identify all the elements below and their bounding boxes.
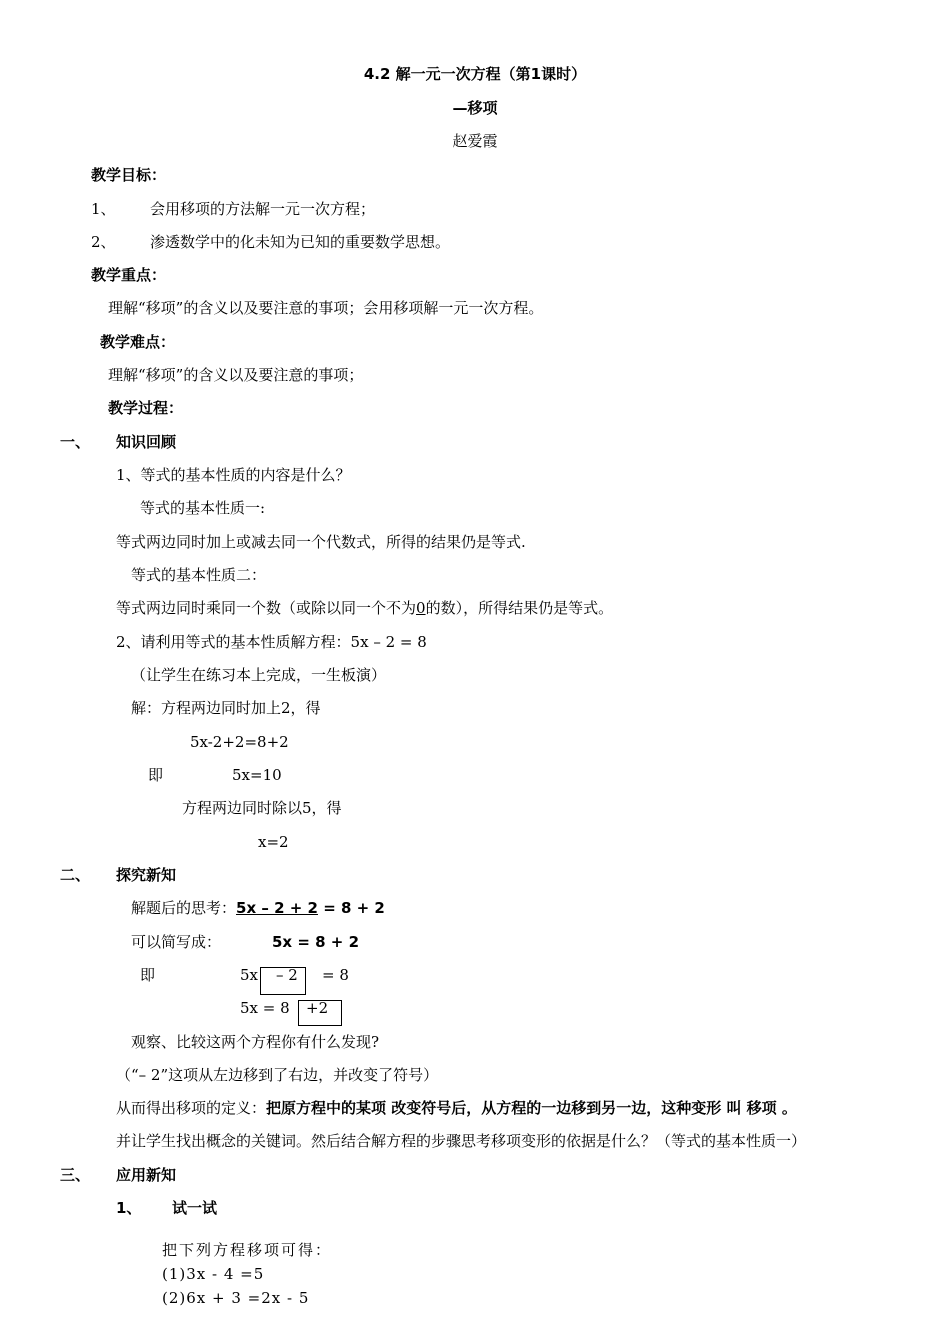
section-3-num: 三、 [60, 1166, 91, 1184]
property-1-text: 等式两边同时加上或减去同一个代数式，所得的结果仍是等式. [116, 533, 526, 551]
difficulties-text: 理解“移项”的含义以及要注意的事项； [108, 366, 364, 384]
property-2-text-a: 等式两边同时乘同一个数（或除以同一个不为 [116, 599, 417, 617]
equation-a-right: = 8 [322, 966, 349, 984]
goal-2-num: 2、 [91, 233, 116, 251]
equation-a-left: 5x [240, 966, 259, 984]
exercise-2: (2)6x + 3 =2x - 5 [162, 1289, 310, 1307]
finding-line: （“– 2”这项从左边移到了右边，并改变了符号） [116, 1066, 439, 1084]
property-1-label: 等式的基本性质一: [140, 499, 266, 517]
ji-label-1: 即 [148, 766, 164, 784]
equation-3: x=2 [258, 833, 289, 851]
exercise-intro: 把下列方程移项可得： [162, 1241, 333, 1259]
key-points-heading: 教学重点： [91, 266, 167, 284]
exercise-1: (1)3x - 4 =5 [162, 1265, 265, 1283]
equation-2: 5x=10 [232, 766, 282, 784]
author: 赵爱霞 [452, 132, 498, 150]
question-2: 2、请利用等式的基本性质解方程：5x – 2 = 8 [116, 633, 427, 651]
goal-1-text: 会用移项的方法解一元一次方程； [150, 200, 376, 218]
think-label: 解题后的思考： [131, 899, 237, 917]
ji-label-2: 即 [140, 966, 156, 984]
equation-1: 5x-2+2=8+2 [190, 733, 289, 751]
goal-1-num: 1、 [91, 200, 116, 218]
goals-heading: 教学目标： [91, 166, 167, 184]
solution-line: 解：方程两边同时加上2，得 [131, 699, 321, 717]
observe-line: 观察、比较这两个方程你有什么发现? [131, 1033, 380, 1051]
process-heading: 教学过程： [108, 399, 184, 417]
think-line [131, 898, 385, 918]
section-2-num: 二、 [60, 866, 91, 884]
definition-prefix: 从而得出移项的定义： [116, 1099, 267, 1117]
difficulties-heading: 教学难点： [100, 333, 176, 351]
think-equation-underlined: 5x – 2 + 2 [236, 899, 318, 917]
equation-a-boxed-term: – 2 [276, 966, 298, 984]
property-2-text-b: 的数），所得结果仍是等式。 [425, 599, 614, 617]
section-3-title: 应用新知 [116, 1166, 177, 1184]
simplify-label: 可以简写成： [131, 933, 222, 951]
practice-note: （让学生在练习本上完成，一生板演） [131, 666, 387, 684]
section-2-title: 探究新知 [116, 866, 177, 884]
key-points-text: 理解“移项”的含义以及要注意的事项；会用移项解一元一次方程。 [108, 299, 544, 317]
section-1-title: 知识回顾 [116, 433, 177, 451]
property-2-text [116, 598, 613, 618]
equation-b-left: 5x = 8 [240, 999, 290, 1017]
think-equation-rest: = 8 + 2 [317, 899, 385, 917]
document-title: 4.2 解一元一次方程（第1课时） [363, 65, 587, 83]
property-2-zero: 0 [416, 599, 426, 617]
question-1: 1、等式的基本性质的内容是什么？ [116, 466, 351, 484]
section-1-num: 一、 [60, 433, 91, 451]
equation-b-boxed-term: +2 [306, 999, 329, 1017]
keywords-line: 并让学生找出概念的关键词。然后结合解方程的步骤思考移项变形的依据是什么？（等式的基本性质一） [116, 1132, 807, 1150]
document-subtitle: —移项 [452, 99, 498, 117]
definition-text: 把原方程中的某项 改变符号后，从方程的一边移到另一边，这种变形 叫 移项 。 [266, 1099, 797, 1117]
divide-line: 方程两边同时除以5，得 [182, 799, 342, 817]
goal-2-text: 渗透数学中的化未知为已知的重要数学思想。 [150, 233, 451, 251]
property-2-label: 等式的基本性质二： [131, 566, 267, 584]
simplify-equation: 5x = 8 + 2 [272, 933, 360, 951]
definition-line [116, 1098, 797, 1118]
subsection-1-num: 1、 [116, 1199, 142, 1217]
subsection-1-title: 试一试 [172, 1199, 218, 1217]
